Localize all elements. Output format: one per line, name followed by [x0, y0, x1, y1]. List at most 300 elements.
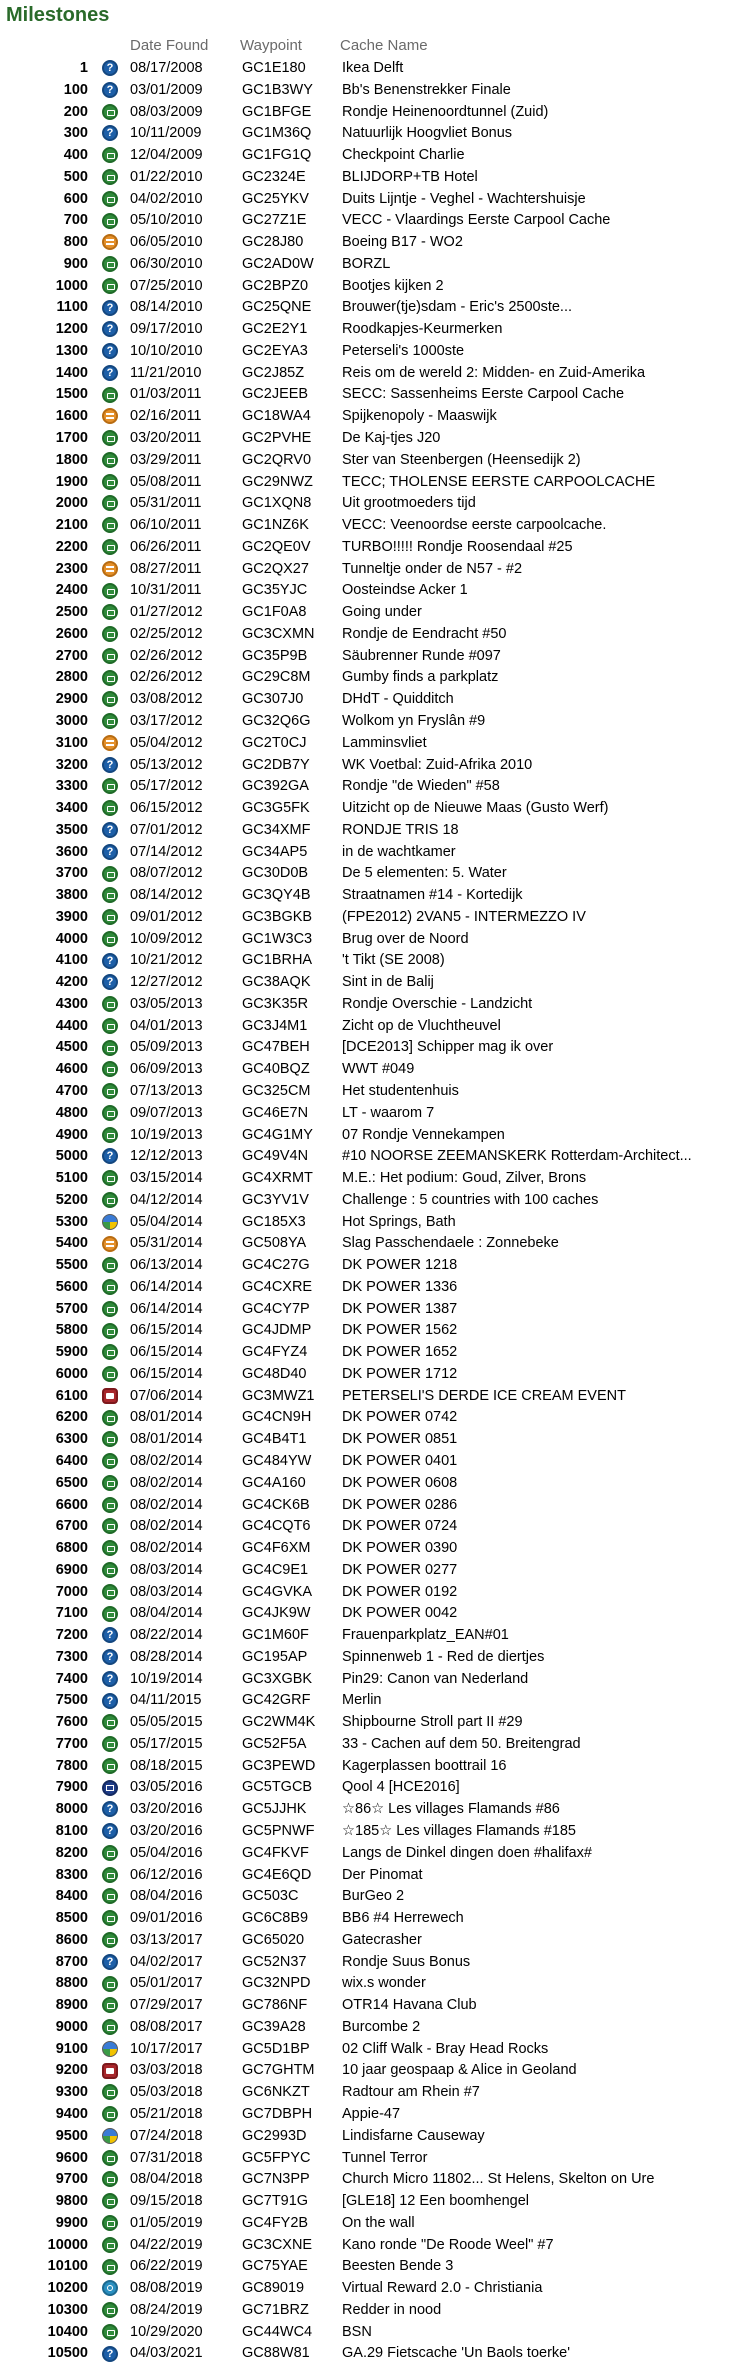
waypoint-link[interactable]: GC484YW [242, 1453, 312, 1469]
cache-name-link[interactable]: Burcombe 2 [342, 2018, 421, 2035]
waypoint-link[interactable]: GC195AP [242, 1648, 308, 1665]
waypoint-link[interactable]: GC38AQK [242, 974, 311, 991]
waypoint-link[interactable]: GC392GA [242, 778, 309, 795]
waypoint-link[interactable]: GC2324E [242, 168, 306, 185]
waypoint-link[interactable]: GC5D1BP [242, 2040, 310, 2057]
cache-name-link[interactable]: wix.s wonder [342, 1975, 426, 1992]
traditional-cache-icon[interactable] [102, 2193, 118, 2209]
waypoint-link[interactable]: GC5FPYC [242, 2149, 311, 2166]
cache-name-link[interactable]: DK POWER 1218 [342, 1257, 458, 1274]
cache-name-link[interactable]: Duits Lijntje - Veghel - Wachtershuisje [342, 190, 586, 207]
traditional-cache-icon[interactable] [102, 1497, 118, 1513]
waypoint-link[interactable]: GC1E180 [242, 60, 306, 76]
mystery-cache-icon[interactable] [102, 822, 118, 838]
traditional-cache-icon[interactable] [102, 2259, 118, 2275]
waypoint-link[interactable]: GC49V4N [242, 1148, 309, 1165]
waypoint-link[interactable]: GC4A160 [242, 1474, 306, 1491]
traditional-cache-icon[interactable] [102, 887, 118, 903]
waypoint-link[interactable]: GC2PVHE [242, 430, 312, 447]
cache-name-link[interactable]: Merlin [342, 1692, 382, 1709]
mystery-cache-icon[interactable] [102, 125, 118, 141]
mystery-cache-icon[interactable] [102, 1671, 118, 1687]
traditional-cache-icon[interactable] [102, 670, 118, 686]
traditional-cache-icon[interactable] [102, 387, 118, 403]
traditional-cache-icon[interactable] [102, 430, 118, 446]
cache-name-link[interactable]: DK POWER 0608 [342, 1474, 458, 1491]
waypoint-link[interactable]: GC325CM [242, 1082, 311, 1099]
traditional-cache-icon[interactable] [102, 2215, 118, 2231]
cache-name-link[interactable]: WK Voetbal: Zuid-Afrika 2010 [342, 756, 533, 773]
cache-name-link[interactable]: Appie-47 [342, 2105, 401, 2122]
waypoint-link[interactable]: GC88W81 [242, 2345, 310, 2362]
cache-name-link[interactable]: DK POWER 0390 [342, 1540, 458, 1557]
traditional-cache-icon[interactable] [102, 256, 118, 272]
cache-name-link[interactable]: DK POWER 1712 [342, 1365, 458, 1382]
traditional-cache-icon[interactable] [102, 1431, 118, 1447]
cache-name-link[interactable]: Sint in de Balij [342, 974, 434, 991]
multi-cache-icon[interactable] [102, 408, 118, 424]
traditional-cache-icon[interactable] [102, 1976, 118, 1992]
traditional-cache-icon[interactable] [102, 1997, 118, 2013]
waypoint-link[interactable]: GC3CXMN [242, 625, 315, 642]
waypoint-link[interactable]: GC3MWZ1 [242, 1387, 315, 1404]
mystery-cache-icon[interactable] [102, 757, 118, 773]
waypoint-link[interactable]: GC1XQN8 [242, 495, 312, 512]
cache-name-link[interactable]: Der Pinomat [342, 1866, 423, 1883]
traditional-cache-icon[interactable] [102, 1105, 118, 1121]
cache-name-link[interactable]: Wolkom yn Fryslân #9 [342, 712, 486, 729]
cache-name-link[interactable]: DK POWER 0042 [342, 1605, 458, 1622]
traditional-cache-icon[interactable] [102, 800, 118, 816]
mystery-cache-icon[interactable] [102, 365, 118, 381]
waypoint-link[interactable]: GC4CQT6 [242, 1518, 311, 1535]
traditional-cache-icon[interactable] [102, 104, 118, 120]
traditional-cache-icon[interactable] [102, 191, 118, 207]
cache-name-link[interactable]: DK POWER 0277 [342, 1561, 458, 1578]
mystery-cache-icon[interactable] [102, 1954, 118, 1970]
cache-name-link[interactable]: DHdT - Quidditch [342, 691, 454, 708]
multi-cache-icon[interactable] [102, 234, 118, 250]
cache-name-link[interactable]: Ster van Steenbergen (Heensedijk 2) [342, 451, 581, 468]
mystery-cache-icon[interactable] [102, 844, 118, 860]
cache-name-link[interactable]: Peterseli's 1000ste [342, 342, 465, 359]
cache-name-link[interactable]: Oosteindse Acker 1 [342, 582, 468, 599]
cache-name-link[interactable]: Rondje Heinenoordtunnel (Zuid) [342, 103, 549, 120]
waypoint-link[interactable]: GC1M60F [242, 1627, 309, 1644]
mystery-cache-icon[interactable] [102, 60, 118, 76]
cache-name-link[interactable]: OTR14 Havana Club [342, 1997, 477, 2014]
traditional-cache-icon[interactable] [102, 2237, 118, 2253]
waypoint-link[interactable]: GC508YA [242, 1235, 307, 1252]
traditional-cache-icon[interactable] [102, 583, 118, 599]
cache-name-link[interactable]: M.E.: Het podium: Goud, Zilver, Brons [342, 1170, 587, 1187]
waypoint-link[interactable]: GC7T91G [242, 2193, 309, 2210]
waypoint-link[interactable]: GC30D0B [242, 865, 309, 882]
letterbox-cache-icon[interactable] [102, 1780, 118, 1796]
cache-name-link[interactable]: Straatnamen #14 - Kortedijk [342, 887, 523, 904]
cache-name-link[interactable]: Rondje Overschie - Landzicht [342, 995, 533, 1012]
traditional-cache-icon[interactable] [102, 1736, 118, 1752]
traditional-cache-icon[interactable] [102, 1845, 118, 1861]
cache-name-link[interactable]: PETERSELI'S DERDE ICE CREAM EVENT [342, 1387, 626, 1404]
cache-name-link[interactable]: Gatecrasher [342, 1931, 422, 1948]
cache-name-link[interactable]: 't Tikt (SE 2008) [342, 952, 445, 969]
waypoint-link[interactable]: GC5TGCB [242, 1779, 313, 1796]
waypoint-link[interactable]: GC35YJC [242, 582, 308, 599]
traditional-cache-icon[interactable] [102, 1888, 118, 1904]
waypoint-link[interactable]: GC4FYZ4 [242, 1344, 308, 1361]
waypoint-link[interactable]: GC2QE0V [242, 538, 311, 555]
waypoint-link[interactable]: GC4GVKA [242, 1583, 313, 1600]
waypoint-link[interactable]: GC4G1MY [242, 1126, 313, 1143]
waypoint-link[interactable]: GC3K35R [242, 995, 309, 1012]
cache-name-link[interactable]: DK POWER 0401 [342, 1453, 458, 1469]
traditional-cache-icon[interactable] [102, 691, 118, 707]
traditional-cache-icon[interactable] [102, 147, 118, 163]
traditional-cache-icon[interactable] [102, 1910, 118, 1926]
waypoint-link[interactable]: GC34XMF [242, 821, 311, 838]
cache-name-link[interactable]: Boeing B17 - WO2 [342, 234, 463, 251]
waypoint-link[interactable]: GC5JJHK [242, 1801, 307, 1818]
event-cache-icon[interactable] [102, 1388, 118, 1404]
cache-name-link[interactable]: VECC: Veenoordse eerste carpoolcache. [342, 517, 607, 534]
cache-name-link[interactable]: Virtual Reward 2.0 - Christiania [342, 2280, 543, 2297]
cache-name-link[interactable]: Redder in nood [342, 2301, 442, 2318]
traditional-cache-icon[interactable] [102, 213, 118, 229]
waypoint-link[interactable]: GC52N37 [242, 1953, 307, 1970]
cache-name-link[interactable]: in de wachtkamer [342, 843, 456, 860]
cache-name-link[interactable]: Uit grootmoeders tijd [342, 495, 476, 512]
cache-name-link[interactable]: DK POWER 0851 [342, 1431, 458, 1448]
traditional-cache-icon[interactable] [102, 2302, 118, 2318]
traditional-cache-icon[interactable] [102, 452, 118, 468]
waypoint-link[interactable]: GC4XRMT [242, 1170, 313, 1187]
waypoint-link[interactable]: GC4CXRE [242, 1278, 313, 1295]
traditional-cache-icon[interactable] [102, 1061, 118, 1077]
mystery-cache-icon[interactable] [102, 1148, 118, 1164]
cache-name-link[interactable]: [GLE18] 12 Een boomhengel [342, 2193, 530, 2210]
traditional-cache-icon[interactable] [102, 778, 118, 794]
traditional-cache-icon[interactable] [102, 1453, 118, 1469]
traditional-cache-icon[interactable] [102, 278, 118, 294]
cache-name-link[interactable]: BB6 #4 Herrewech [342, 1910, 464, 1927]
waypoint-link[interactable]: GC75YAE [242, 2258, 308, 2275]
waypoint-link[interactable]: GC1FG1Q [242, 147, 312, 164]
cache-name-link[interactable]: 10 jaar geospaap & Alice in Geoland [342, 2062, 577, 2079]
cache-name-link[interactable]: RONDJE TRIS 18 [342, 821, 459, 838]
cache-name-link[interactable]: De 5 elementen: 5. Water [342, 865, 507, 882]
cache-name-link[interactable]: Bootjes kijken 2 [342, 277, 444, 294]
traditional-cache-icon[interactable] [102, 2019, 118, 2035]
waypoint-link[interactable]: GC786NF [242, 1997, 308, 2014]
waypoint-link[interactable]: GC29NWZ [242, 473, 313, 490]
cache-name-link[interactable]: WWT #049 [342, 1061, 415, 1078]
cache-name-link[interactable]: Rondje de Eendracht #50 [342, 625, 507, 642]
traditional-cache-icon[interactable] [102, 1040, 118, 1056]
cache-name-link[interactable]: Hot Springs, Bath [342, 1213, 456, 1230]
earth-cache-icon[interactable] [102, 2128, 118, 2144]
mystery-cache-icon[interactable] [102, 1693, 118, 1709]
cache-name-link[interactable]: Kagerplassen boottrail 16 [342, 1757, 507, 1774]
cache-name-link[interactable]: [DCE2013] Schipper mag ik over [342, 1039, 554, 1056]
waypoint-link[interactable]: GC1M36Q [242, 125, 312, 142]
mystery-cache-icon[interactable] [102, 2346, 118, 2362]
cache-name-link[interactable]: 07 Rondje Vennekampen [342, 1126, 505, 1143]
waypoint-link[interactable]: GC2J85Z [242, 364, 305, 381]
waypoint-link[interactable]: GC4B4T1 [242, 1431, 307, 1448]
waypoint-link[interactable]: GC2993D [242, 2127, 307, 2144]
traditional-cache-icon[interactable] [102, 2084, 118, 2100]
waypoint-link[interactable]: GC71BRZ [242, 2301, 309, 2318]
traditional-cache-icon[interactable] [102, 169, 118, 185]
waypoint-link[interactable]: GC3PEWD [242, 1757, 316, 1774]
waypoint-link[interactable]: GC42GRF [242, 1692, 311, 1709]
waypoint-link[interactable]: GC3CXNE [242, 2236, 313, 2253]
cache-name-link[interactable]: Säubrenner Runde #097 [342, 647, 501, 664]
multi-cache-icon[interactable] [102, 735, 118, 751]
cache-name-link[interactable]: Zicht op de Vluchtheuvel [342, 1017, 501, 1034]
traditional-cache-icon[interactable] [102, 2106, 118, 2122]
waypoint-link[interactable]: GC34AP5 [242, 843, 308, 860]
cache-name-link[interactable]: GA.29 Fietscache 'Un Baols toerke' [342, 2345, 570, 2362]
cache-name-link[interactable]: Natuurlijk Hoogvliet Bonus [342, 125, 513, 142]
waypoint-link[interactable]: GC4FKVF [242, 1844, 309, 1861]
waypoint-link[interactable]: GC40BQZ [242, 1061, 310, 1078]
cache-name-link[interactable]: Tunnel Terror [342, 2149, 428, 2166]
cache-name-link[interactable]: (FPE2012) 2VAN5 - INTERMEZZO IV [342, 908, 586, 925]
cache-name-link[interactable]: ☆185☆ Les villages Flamands #185 [342, 1823, 576, 1840]
cache-name-link[interactable]: Church Micro 11802... St Helens, Skelton on Ure [342, 2171, 655, 2188]
traditional-cache-icon[interactable] [102, 1301, 118, 1317]
cache-name-link[interactable]: Uitzicht op de Nieuwe Maas (Gusto Werf) [342, 800, 609, 817]
waypoint-link[interactable]: GC89019 [242, 2280, 305, 2297]
traditional-cache-icon[interactable] [102, 1714, 118, 1730]
traditional-cache-icon[interactable] [102, 2150, 118, 2166]
waypoint-link[interactable]: GC3G5FK [242, 800, 310, 817]
waypoint-link[interactable]: GC35P9B [242, 647, 308, 664]
mystery-cache-icon[interactable] [102, 974, 118, 990]
traditional-cache-icon[interactable] [102, 1518, 118, 1534]
traditional-cache-icon[interactable] [102, 1366, 118, 1382]
traditional-cache-icon[interactable] [102, 1083, 118, 1099]
traditional-cache-icon[interactable] [102, 1192, 118, 1208]
mystery-cache-icon[interactable] [102, 300, 118, 316]
cache-name-link[interactable]: Beesten Bende 3 [342, 2258, 454, 2275]
earth-cache-icon[interactable] [102, 1214, 118, 1230]
traditional-cache-icon[interactable] [102, 1127, 118, 1143]
cache-name-link[interactable]: Lindisfarne Causeway [342, 2127, 485, 2144]
cache-name-link[interactable]: BORZL [342, 255, 391, 272]
waypoint-link[interactable]: GC4E6QD [242, 1866, 312, 1883]
waypoint-link[interactable]: GC6NKZT [242, 2084, 310, 2101]
waypoint-link[interactable]: GC2QX27 [242, 560, 309, 577]
waypoint-link[interactable]: GC3BGKB [242, 908, 313, 925]
cache-name-link[interactable]: Langs de Dinkel dingen doen #halifax# [342, 1844, 592, 1861]
traditional-cache-icon[interactable] [102, 1540, 118, 1556]
waypoint-link[interactable]: GC1BFGE [242, 103, 312, 120]
cache-name-link[interactable]: Lamminsvliet [342, 734, 427, 751]
cache-name-link[interactable]: Checkpoint Charlie [342, 147, 465, 164]
multi-cache-icon[interactable] [102, 1236, 118, 1252]
cache-name-link[interactable]: De Kaj-tjes J20 [342, 430, 441, 447]
mystery-cache-icon[interactable] [102, 1823, 118, 1839]
waypoint-link[interactable]: GC46E7N [242, 1104, 309, 1121]
waypoint-link[interactable]: GC2T0CJ [242, 734, 307, 751]
traditional-cache-icon[interactable] [102, 1562, 118, 1578]
cache-name-link[interactable]: Rondje "de Wieden" #58 [342, 778, 500, 795]
cache-name-link[interactable]: DK POWER 1652 [342, 1344, 458, 1361]
cache-name-link[interactable]: Radtour am Rhein #7 [342, 2084, 480, 2101]
waypoint-link[interactable]: GC2DB7Y [242, 756, 310, 773]
waypoint-link[interactable]: GC503C [242, 1888, 299, 1905]
cache-name-link[interactable]: Challenge : 5 countries with 100 caches [342, 1191, 599, 1208]
cache-name-link[interactable]: #10 NOORSE ZEEMANSKERK Rotterdam-Architect... [342, 1148, 692, 1165]
cache-name-link[interactable]: Brug over de Noord [342, 930, 469, 947]
waypoint-link[interactable]: GC44WC4 [242, 2323, 313, 2340]
waypoint-link[interactable]: GC7DBPH [242, 2105, 313, 2122]
traditional-cache-icon[interactable] [102, 2171, 118, 2187]
waypoint-link[interactable]: GC47BEH [242, 1039, 310, 1056]
waypoint-link[interactable]: GC27Z1E [242, 212, 307, 229]
waypoint-link[interactable]: GC7N3PP [242, 2171, 310, 2188]
traditional-cache-icon[interactable] [102, 931, 118, 947]
traditional-cache-icon[interactable] [102, 1758, 118, 1774]
waypoint-link[interactable]: GC7GHTM [242, 2062, 315, 2079]
traditional-cache-icon[interactable] [102, 1606, 118, 1622]
waypoint-link[interactable]: GC2EYA3 [242, 342, 308, 359]
waypoint-link[interactable]: GC2JEEB [242, 386, 309, 403]
cache-name-link[interactable]: Shipbourne Stroll part II #29 [342, 1714, 523, 1731]
cache-name-link[interactable]: Tunneltje onder de N57 - #2 [342, 560, 523, 577]
cache-name-link[interactable]: Bb's Benenstrekker Finale [342, 81, 511, 98]
waypoint-link[interactable]: GC4F6XM [242, 1540, 311, 1557]
waypoint-link[interactable]: GC28J80 [242, 234, 304, 251]
waypoint-link[interactable]: GC2E2Y1 [242, 321, 308, 338]
waypoint-link[interactable]: GC48D40 [242, 1365, 307, 1382]
traditional-cache-icon[interactable] [102, 1257, 118, 1273]
waypoint-link[interactable]: GC25QNE [242, 299, 312, 316]
traditional-cache-icon[interactable] [102, 1344, 118, 1360]
cache-name-link[interactable]: ☆86☆ Les villages Flamands #86 [342, 1801, 560, 1818]
waypoint-link[interactable]: GC2AD0W [242, 255, 314, 272]
cache-name-link[interactable]: Reis om de wereld 2: Midden- en Zuid-Amerika [342, 364, 646, 381]
cache-name-link[interactable]: 33 - Cachen auf dem 50. Breitengrad [342, 1735, 581, 1752]
mystery-cache-icon[interactable] [102, 1649, 118, 1665]
waypoint-link[interactable]: GC18WA4 [242, 408, 311, 425]
traditional-cache-icon[interactable] [102, 495, 118, 511]
traditional-cache-icon[interactable] [102, 1410, 118, 1426]
traditional-cache-icon[interactable] [102, 1475, 118, 1491]
waypoint-link[interactable]: GC4FY2B [242, 2214, 309, 2231]
waypoint-link[interactable]: GC6C8B9 [242, 1910, 309, 1927]
mystery-cache-icon[interactable] [102, 321, 118, 337]
waypoint-link[interactable]: GC39A28 [242, 2018, 306, 2035]
cache-name-link[interactable]: BSN [342, 2323, 372, 2340]
cache-name-link[interactable]: TURBO!!!!! Rondje Roosendaal #25 [342, 538, 573, 555]
waypoint-link[interactable]: GC3QY4B [242, 887, 311, 904]
waypoint-link[interactable]: GC4JK9W [242, 1605, 311, 1622]
waypoint-link[interactable]: GC65020 [242, 1931, 305, 1948]
traditional-cache-icon[interactable] [102, 604, 118, 620]
cache-name-link[interactable]: SECC: Sassenheims Eerste Carpool Cache [342, 386, 625, 403]
traditional-cache-icon[interactable] [102, 866, 118, 882]
cache-name-link[interactable]: DK POWER 0724 [342, 1518, 458, 1535]
traditional-cache-icon[interactable] [102, 1323, 118, 1339]
mystery-cache-icon[interactable] [102, 953, 118, 969]
traditional-cache-icon[interactable] [102, 1867, 118, 1883]
cache-name-link[interactable]: DK POWER 1562 [342, 1322, 458, 1339]
cache-name-link[interactable]: DK POWER 0742 [342, 1409, 458, 1426]
traditional-cache-icon[interactable] [102, 1584, 118, 1600]
cache-name-link[interactable]: Brouwer(tje)sdam - Eric's 2500ste... [342, 299, 573, 316]
cache-name-link[interactable]: DK POWER 0192 [342, 1583, 458, 1600]
cache-name-link[interactable]: TECC; THOLENSE EERSTE CARPOOLCACHE [342, 473, 656, 490]
mystery-cache-icon[interactable] [102, 343, 118, 359]
waypoint-link[interactable]: GC32NPD [242, 1975, 311, 1992]
virtual-cache-icon[interactable] [102, 2280, 118, 2296]
waypoint-link[interactable]: GC52F5A [242, 1735, 307, 1752]
cache-name-link[interactable]: DK POWER 1336 [342, 1278, 458, 1295]
traditional-cache-icon[interactable] [102, 1279, 118, 1295]
cache-name-link[interactable]: Slag Passchendaele : Zonnebeke [342, 1235, 559, 1252]
waypoint-link[interactable]: GC2BPZ0 [242, 277, 309, 294]
cache-name-link[interactable]: Frauenparkplatz_EAN#01 [342, 1627, 509, 1644]
cache-name-link[interactable]: Kano ronde "De Roode Weel" #7 [342, 2236, 554, 2253]
waypoint-link[interactable]: GC4C9E1 [242, 1561, 309, 1578]
cache-name-link[interactable]: Ikea Delft [342, 60, 404, 76]
waypoint-link[interactable]: GC4JDMP [242, 1322, 312, 1339]
waypoint-link[interactable]: GC25YKV [242, 190, 309, 207]
cache-name-link[interactable]: BLIJDORP+TB Hotel [342, 168, 478, 185]
waypoint-link[interactable]: GC3YV1V [242, 1191, 309, 1208]
cache-name-link[interactable]: 02 Cliff Walk - Bray Head Rocks [342, 2040, 549, 2057]
traditional-cache-icon[interactable] [102, 909, 118, 925]
traditional-cache-icon[interactable] [102, 539, 118, 555]
waypoint-link[interactable]: GC185X3 [242, 1213, 306, 1230]
waypoint-link[interactable]: GC2QRV0 [242, 451, 312, 468]
event-cache-icon[interactable] [102, 2063, 118, 2079]
waypoint-link[interactable]: GC1F0A8 [242, 604, 307, 621]
cache-name-link[interactable]: Het studentenhuis [342, 1082, 459, 1099]
waypoint-link[interactable]: GC32Q6G [242, 712, 311, 729]
traditional-cache-icon[interactable] [102, 626, 118, 642]
waypoint-link[interactable]: GC1W3C3 [242, 930, 313, 947]
traditional-cache-icon[interactable] [102, 1170, 118, 1186]
waypoint-link[interactable]: GC1NZ6K [242, 517, 309, 534]
cache-name-link[interactable]: On the wall [342, 2214, 415, 2231]
cache-name-link[interactable]: Pin29: Canon van Nederland [342, 1670, 529, 1687]
waypoint-link[interactable]: GC4CY7P [242, 1300, 310, 1317]
traditional-cache-icon[interactable] [102, 474, 118, 490]
waypoint-link[interactable]: GC1B3WY [242, 81, 313, 98]
cache-name-link[interactable]: Spijkenopoly - Maaswijk [342, 408, 497, 425]
cache-name-link[interactable]: BurGeo 2 [342, 1888, 405, 1905]
traditional-cache-icon[interactable] [102, 517, 118, 533]
mystery-cache-icon[interactable] [102, 82, 118, 98]
waypoint-link[interactable]: GC4CN9H [242, 1409, 312, 1426]
cache-name-link[interactable]: LT - waarom 7 [342, 1104, 435, 1121]
mystery-cache-icon[interactable] [102, 1627, 118, 1643]
traditional-cache-icon[interactable] [102, 713, 118, 729]
cache-name-link[interactable]: Rondje Suus Bonus [342, 1953, 471, 1970]
waypoint-link[interactable]: GC4CK6B [242, 1496, 310, 1513]
waypoint-link[interactable]: GC5PNWF [242, 1823, 315, 1840]
cache-name-link[interactable]: DK POWER 1387 [342, 1300, 458, 1317]
traditional-cache-icon[interactable] [102, 1932, 118, 1948]
mystery-cache-icon[interactable] [102, 1801, 118, 1817]
multi-cache-icon[interactable] [102, 561, 118, 577]
cache-name-link[interactable]: DK POWER 0286 [342, 1496, 458, 1513]
